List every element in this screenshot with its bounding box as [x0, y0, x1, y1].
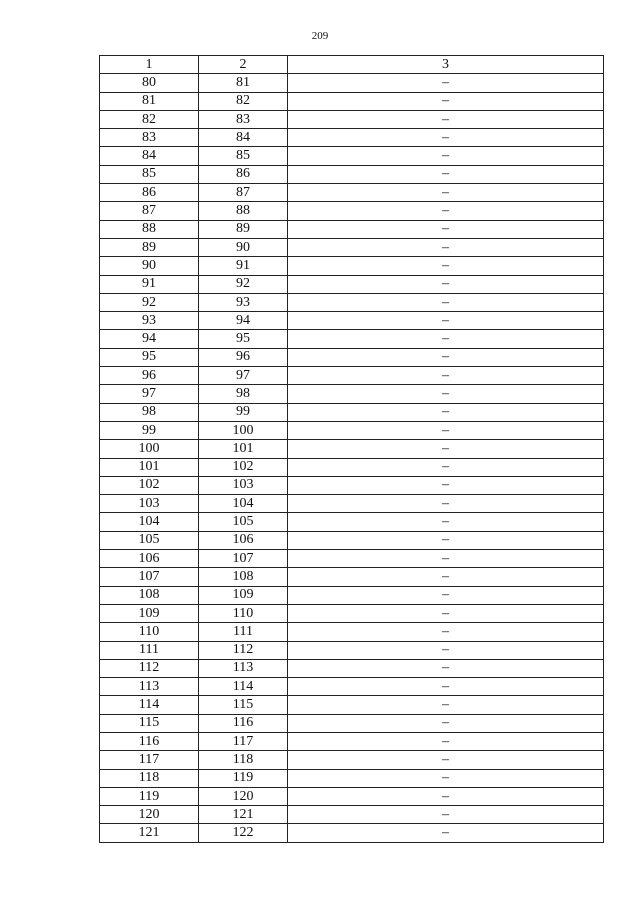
table-cell-col-3: – — [288, 348, 604, 366]
table-cell-col-1: 101 — [100, 458, 199, 476]
table-cell-col-3: – — [288, 568, 604, 586]
table-cell-col-3: – — [288, 312, 604, 330]
table-cell-col-1: 95 — [100, 348, 199, 366]
table-cell-col-2: 99 — [199, 403, 288, 421]
table-row — [100, 732, 604, 750]
table-cell-col-1: 112 — [100, 659, 199, 677]
table-cell-col-2: 117 — [199, 732, 288, 750]
table-cell-col-3: – — [288, 751, 604, 769]
table-row — [100, 604, 604, 622]
table-cell-col-3: – — [288, 641, 604, 659]
table-cell-col-3: – — [288, 440, 604, 458]
table-cell-col-1: 106 — [100, 550, 199, 568]
table-row — [100, 568, 604, 586]
table-cell-col-3: – — [288, 769, 604, 787]
table-cell-col-2: 82 — [199, 92, 288, 110]
table-row — [100, 202, 604, 220]
table-cell-col-1: 105 — [100, 531, 199, 549]
page-number: 209 — [311, 30, 329, 42]
table-row — [100, 165, 604, 183]
table-body — [100, 74, 604, 842]
table-cell-col-2: 105 — [199, 513, 288, 531]
table-row — [100, 220, 604, 238]
table-row — [100, 147, 604, 165]
table-cell-col-2: 121 — [199, 806, 288, 824]
data-table — [99, 55, 604, 843]
table-cell-col-3: – — [288, 696, 604, 714]
table-cell-col-2: 96 — [199, 348, 288, 366]
table-cell-col-1: 94 — [100, 330, 199, 348]
table-cell-col-3: – — [288, 458, 604, 476]
table-cell-col-2: 107 — [199, 550, 288, 568]
table-cell-col-3: – — [288, 421, 604, 439]
table-row — [100, 714, 604, 732]
table-cell-col-2: 88 — [199, 202, 288, 220]
table-cell-col-3: – — [288, 110, 604, 128]
table-row — [100, 824, 604, 842]
table-cell-col-3: – — [288, 275, 604, 293]
table-cell-col-3: – — [288, 202, 604, 220]
table-cell-col-1: 115 — [100, 714, 199, 732]
column-header-1: 1 — [100, 56, 199, 74]
table-cell-col-3: – — [288, 550, 604, 568]
table-cell-col-2: 104 — [199, 495, 288, 513]
table-cell-col-2: 111 — [199, 623, 288, 641]
table-cell-col-2: 91 — [199, 257, 288, 275]
table-cell-col-3: – — [288, 330, 604, 348]
table-row — [100, 659, 604, 677]
table-cell-col-1: 92 — [100, 293, 199, 311]
table-cell-col-2: 103 — [199, 476, 288, 494]
table-cell-col-1: 86 — [100, 184, 199, 202]
table-cell-col-2: 87 — [199, 184, 288, 202]
table-cell-col-2: 94 — [199, 312, 288, 330]
table-cell-col-1: 99 — [100, 421, 199, 439]
table-cell-col-1: 103 — [100, 495, 199, 513]
table-cell-col-3: – — [288, 165, 604, 183]
table-row — [100, 421, 604, 439]
table-cell-col-1: 90 — [100, 257, 199, 275]
table-row — [100, 513, 604, 531]
table-cell-col-2: 83 — [199, 110, 288, 128]
table-cell-col-2: 95 — [199, 330, 288, 348]
table-row — [100, 787, 604, 805]
table-cell-col-1: 104 — [100, 513, 199, 531]
table-cell-col-3: – — [288, 678, 604, 696]
table-cell-col-3: – — [288, 623, 604, 641]
table-cell-col-1: 87 — [100, 202, 199, 220]
table-cell-col-1: 100 — [100, 440, 199, 458]
table-row — [100, 751, 604, 769]
table-row — [100, 92, 604, 110]
table-row — [100, 367, 604, 385]
table-cell-col-2: 122 — [199, 824, 288, 842]
table-cell-col-2: 119 — [199, 769, 288, 787]
table-row — [100, 769, 604, 787]
table-cell-col-1: 81 — [100, 92, 199, 110]
table-cell-col-2: 110 — [199, 604, 288, 622]
table-cell-col-3: – — [288, 513, 604, 531]
table-cell-col-3: – — [288, 476, 604, 494]
table-cell-col-1: 110 — [100, 623, 199, 641]
table-cell-col-3: – — [288, 495, 604, 513]
table-cell-col-2: 85 — [199, 147, 288, 165]
table-cell-col-1: 117 — [100, 751, 199, 769]
table-row — [100, 330, 604, 348]
column-header-3: 3 — [288, 56, 604, 74]
table-row — [100, 257, 604, 275]
table-row — [100, 440, 604, 458]
table-cell-col-2: 101 — [199, 440, 288, 458]
table-row — [100, 184, 604, 202]
table-cell-col-3: – — [288, 92, 604, 110]
table-cell-col-3: – — [288, 184, 604, 202]
table-cell-col-2: 120 — [199, 787, 288, 805]
table-row — [100, 293, 604, 311]
table-row — [100, 678, 604, 696]
table-cell-col-3: – — [288, 787, 604, 805]
table-cell-col-2: 100 — [199, 421, 288, 439]
table-cell-col-1: 98 — [100, 403, 199, 421]
table-row — [100, 550, 604, 568]
table-row — [100, 348, 604, 366]
table-cell-col-3: – — [288, 403, 604, 421]
table-cell-col-1: 113 — [100, 678, 199, 696]
table-cell-col-1: 107 — [100, 568, 199, 586]
table-cell-col-3: – — [288, 604, 604, 622]
table-row — [100, 476, 604, 494]
table-cell-col-2: 112 — [199, 641, 288, 659]
table-cell-col-3: – — [288, 367, 604, 385]
table-cell-col-2: 93 — [199, 293, 288, 311]
table-cell-col-2: 114 — [199, 678, 288, 696]
table-cell-col-2: 86 — [199, 165, 288, 183]
table-row — [100, 238, 604, 256]
table-row — [100, 110, 604, 128]
table-cell-col-3: – — [288, 824, 604, 842]
table-cell-col-3: – — [288, 586, 604, 604]
table-header-row — [100, 56, 604, 74]
table-cell-col-1: 96 — [100, 367, 199, 385]
table-cell-col-3: – — [288, 74, 604, 92]
table-cell-col-1: 84 — [100, 147, 199, 165]
table-cell-col-2: 84 — [199, 129, 288, 147]
table-row — [100, 403, 604, 421]
table-row — [100, 531, 604, 549]
table-cell-col-1: 108 — [100, 586, 199, 604]
table-row — [100, 312, 604, 330]
table-cell-col-3: – — [288, 732, 604, 750]
table-cell-col-2: 89 — [199, 220, 288, 238]
table-cell-col-1: 93 — [100, 312, 199, 330]
table-cell-col-2: 102 — [199, 458, 288, 476]
table-cell-col-1: 85 — [100, 165, 199, 183]
table-cell-col-2: 116 — [199, 714, 288, 732]
table-cell-col-3: – — [288, 806, 604, 824]
table-cell-col-1: 83 — [100, 129, 199, 147]
table-cell-col-3: – — [288, 385, 604, 403]
table-cell-col-1: 109 — [100, 604, 199, 622]
table-cell-col-2: 108 — [199, 568, 288, 586]
table-cell-col-2: 92 — [199, 275, 288, 293]
table-cell-col-1: 121 — [100, 824, 199, 842]
table-row — [100, 495, 604, 513]
table-cell-col-3: – — [288, 147, 604, 165]
table-cell-col-3: – — [288, 531, 604, 549]
table-cell-col-2: 113 — [199, 659, 288, 677]
table-cell-col-1: 88 — [100, 220, 199, 238]
table-cell-col-1: 91 — [100, 275, 199, 293]
table-cell-col-2: 90 — [199, 238, 288, 256]
table-cell-col-3: – — [288, 714, 604, 732]
table-cell-col-1: 82 — [100, 110, 199, 128]
table-row — [100, 74, 604, 92]
table-cell-col-1: 116 — [100, 732, 199, 750]
table-row — [100, 129, 604, 147]
table-cell-col-1: 119 — [100, 787, 199, 805]
table-cell-col-2: 97 — [199, 367, 288, 385]
table-cell-col-3: – — [288, 257, 604, 275]
table-cell-col-2: 115 — [199, 696, 288, 714]
table-row — [100, 806, 604, 824]
table-cell-col-1: 80 — [100, 74, 199, 92]
table-row — [100, 641, 604, 659]
table-cell-col-1: 97 — [100, 385, 199, 403]
table-cell-col-1: 102 — [100, 476, 199, 494]
table-row — [100, 696, 604, 714]
table-row — [100, 385, 604, 403]
table-cell-col-1: 120 — [100, 806, 199, 824]
table-header — [100, 56, 604, 74]
table-cell-col-2: 118 — [199, 751, 288, 769]
table-cell-col-1: 111 — [100, 641, 199, 659]
table-cell-col-2: 109 — [199, 586, 288, 604]
table-row — [100, 458, 604, 476]
table-cell-col-2: 106 — [199, 531, 288, 549]
table-cell-col-3: – — [288, 238, 604, 256]
table-row — [100, 623, 604, 641]
table-cell-col-2: 98 — [199, 385, 288, 403]
table-cell-col-1: 114 — [100, 696, 199, 714]
table-cell-col-3: – — [288, 129, 604, 147]
column-header-2: 2 — [199, 56, 288, 74]
table-cell-col-3: – — [288, 293, 604, 311]
table-row — [100, 586, 604, 604]
table-cell-col-2: 81 — [199, 74, 288, 92]
table-cell-col-1: 89 — [100, 238, 199, 256]
table-cell-col-3: – — [288, 220, 604, 238]
table-cell-col-3: – — [288, 659, 604, 677]
table-row — [100, 275, 604, 293]
table-cell-col-1: 118 — [100, 769, 199, 787]
